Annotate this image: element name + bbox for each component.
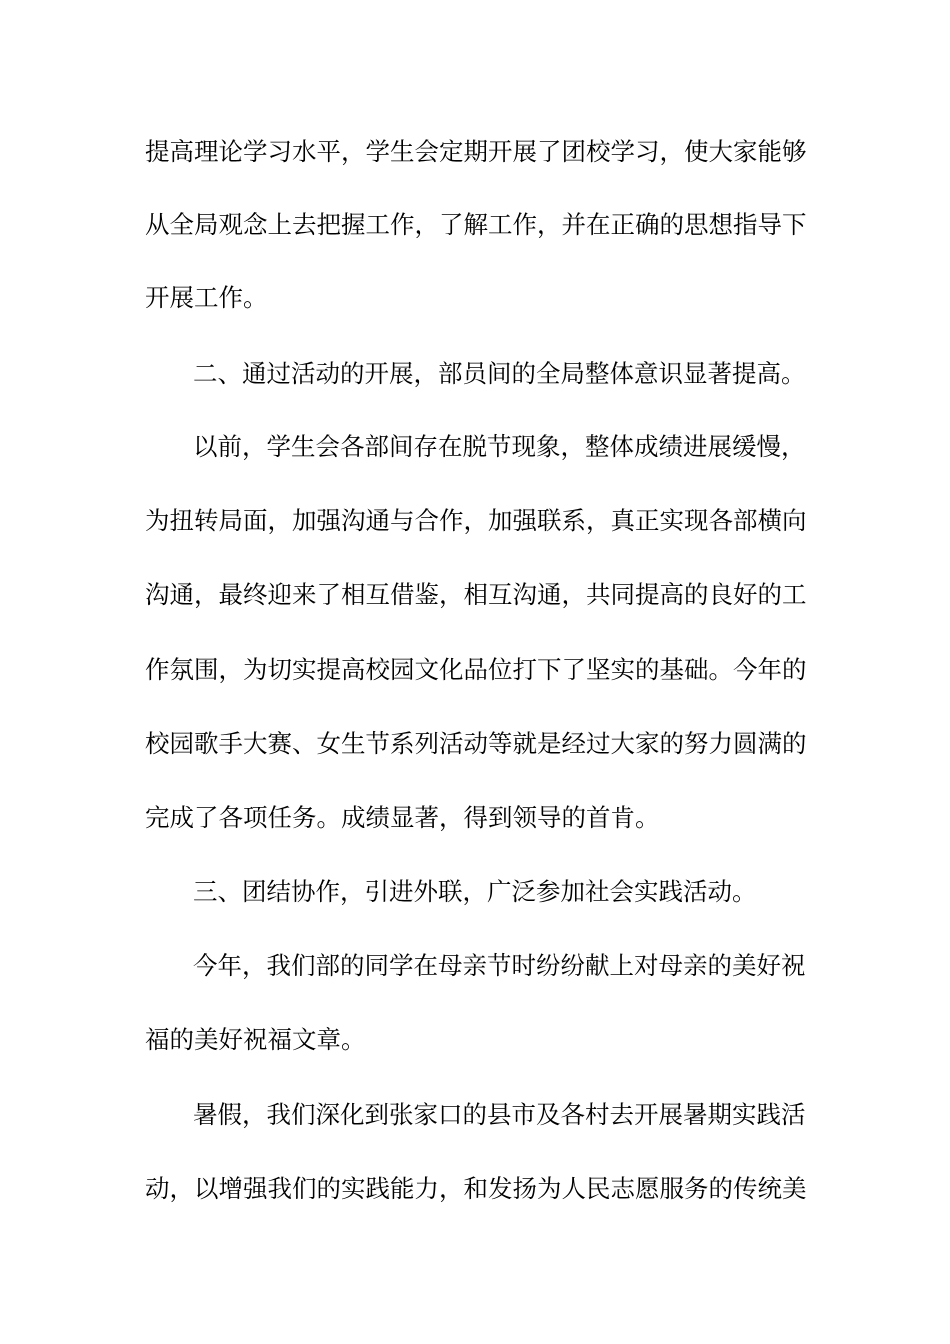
section-heading: 三、团结协作，引进外联，广泛参加社会实践活动。 bbox=[193, 877, 757, 906]
text-line: 今年，我们部的同学在母亲节时纷纷献上对母亲的美好祝 bbox=[193, 951, 806, 980]
text-line: 沟通，最终迎来了相互借鉴，相互沟通，共同提高的良好的工 bbox=[145, 580, 807, 609]
text-line: 作氛围，为切实提高校园文化品位打下了坚实的基础。今年的 bbox=[145, 655, 807, 684]
text-line: 以前，学生会各部间存在脱节现象，整体成绩进展缓慢， bbox=[193, 432, 806, 461]
text-line: 暑假，我们深化到张家口的县市及各村去开展暑期实践活 bbox=[193, 1100, 806, 1129]
text-line: 从全局观念上去把握工作，了解工作，并在正确的思想指导下 bbox=[145, 210, 807, 239]
section-heading: 二、通过活动的开展，部员间的全局整体意识显著提高。 bbox=[193, 359, 806, 388]
text-line: 完成了各项任务。成绩显著，得到领导的首肯。 bbox=[145, 803, 660, 832]
text-line: 提高理论学习水平，学生会定期开展了团校学习，使大家能够 bbox=[145, 137, 807, 166]
text-line: 动，以增强我们的实践能力，和发扬为人民志愿服务的传统美 bbox=[145, 1174, 807, 1203]
text-line: 为扭转局面，加强沟通与合作，加强联系，真正实现各部横向 bbox=[145, 506, 807, 535]
text-line: 福的美好祝福文章。 bbox=[145, 1025, 366, 1054]
text-line: 校园歌手大赛、女生节系列活动等就是经过大家的努力圆满的 bbox=[145, 729, 807, 758]
text-line: 开展工作。 bbox=[145, 283, 268, 312]
